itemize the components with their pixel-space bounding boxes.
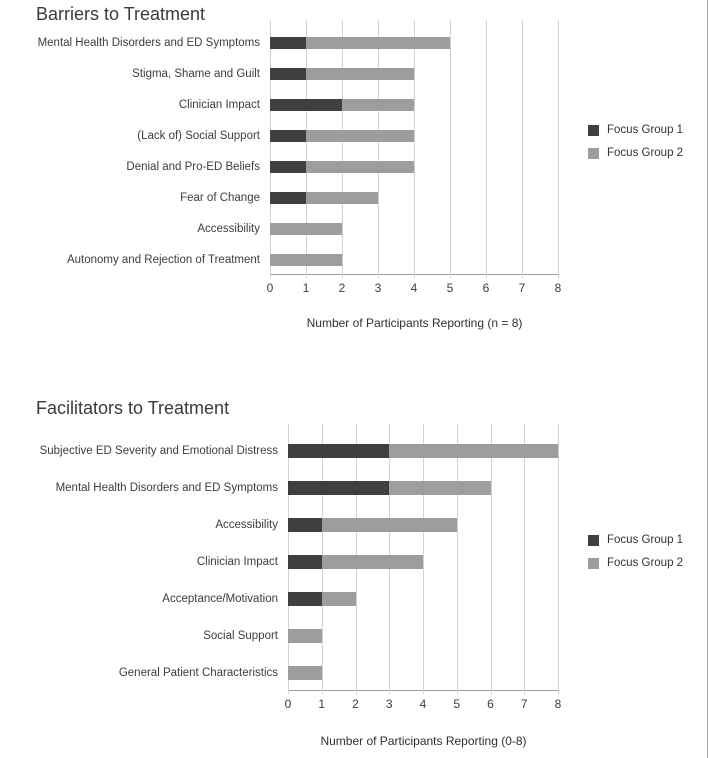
bar-row (0, 469, 708, 506)
bar-track (288, 592, 356, 606)
bar-segment-focus-group-1 (270, 37, 306, 49)
bar-segment-focus-group-2 (322, 555, 423, 569)
bar-row (0, 580, 708, 617)
x-tick-label: 4 (410, 281, 418, 295)
chart-title: Barriers to Treatment (36, 4, 206, 24)
bar-segment-focus-group-2 (322, 518, 457, 532)
x-tick-label: 8 (554, 697, 562, 711)
bar-segment-focus-group-1 (288, 518, 322, 532)
bar-segment-focus-group-1 (288, 592, 322, 606)
legend-label: Focus Group 1 (607, 534, 684, 546)
x-tick-label: 7 (518, 281, 526, 295)
x-tick-label: 6 (487, 697, 494, 711)
legend-label: Focus Group 2 (607, 557, 684, 569)
x-tick-label: 8 (554, 281, 562, 295)
x-tick-label: 1 (318, 697, 326, 711)
x-tick-label: 3 (374, 281, 382, 295)
bar-segment-focus-group-1 (270, 99, 342, 111)
bar-track (270, 99, 414, 111)
bar-track (270, 130, 414, 142)
category-label: Accessibility (215, 518, 278, 531)
bar-row (0, 654, 708, 691)
bar-track (270, 223, 342, 235)
bar-track (270, 37, 450, 49)
category-label: Acceptance/Motivation (162, 592, 278, 605)
category-label: Clinician Impact (178, 98, 260, 111)
category-label: Denial and Pro-ED Beliefs (126, 160, 260, 173)
x-tick-label: 1 (302, 281, 310, 295)
x-axis-title: Number of Participants Reporting (0-8) (320, 734, 527, 748)
x-tick-label: 5 (453, 697, 461, 711)
x-tick-label: 3 (385, 697, 393, 711)
bar-row (0, 182, 708, 213)
category-label: Social Support (203, 629, 278, 642)
bar-rows (0, 27, 708, 275)
bar-segment-focus-group-1 (288, 481, 389, 495)
category-label: Fear of Change (180, 191, 260, 204)
bar-track (270, 161, 414, 173)
x-tick-label: 2 (338, 281, 346, 295)
bar-row (0, 120, 708, 151)
bar-track (288, 444, 558, 458)
bar-segment-focus-group-2 (342, 99, 414, 111)
bar-row (0, 58, 708, 89)
bar-segment-focus-group-1 (270, 130, 306, 142)
x-axis-title: Number of Participants Reporting (n = 8) (306, 316, 523, 330)
bar-row (0, 244, 708, 275)
bar-segment-focus-group-2 (306, 192, 378, 204)
bar-row (0, 151, 708, 182)
category-label: (Lack of) Social Support (137, 129, 260, 142)
bar-segment-focus-group-1 (270, 192, 306, 204)
category-label: Mental Health Disorders and ED Symptoms (55, 481, 278, 494)
bar-row (0, 617, 708, 654)
category-label: Stigma, Shame and Guilt (132, 67, 260, 80)
bar-segment-focus-group-1 (288, 444, 389, 458)
bar-segment-focus-group-2 (389, 444, 558, 458)
x-tick-label: 6 (482, 281, 490, 295)
bar-row (0, 506, 708, 543)
bar-segment-focus-group-2 (306, 161, 414, 173)
category-label: Accessibility (197, 222, 260, 235)
x-tick-label: 2 (352, 697, 359, 711)
bar-track (288, 629, 322, 643)
bar-segment-focus-group-1 (270, 68, 306, 80)
bar-segment-focus-group-2 (306, 68, 414, 80)
bar-track (288, 555, 423, 569)
bar-segment-focus-group-2 (306, 130, 414, 142)
x-tick-label: 0 (266, 281, 274, 295)
bar-segment-focus-group-2 (270, 254, 342, 266)
bar-row (0, 27, 708, 58)
category-label: Mental Health Disorders and ED Symptoms (37, 36, 260, 49)
bar-segment-focus-group-2 (288, 629, 322, 643)
category-label: Clinician Impact (196, 555, 278, 568)
bar-row (0, 543, 708, 580)
bar-segment-focus-group-2 (389, 481, 490, 495)
bar-segment-focus-group-2 (270, 223, 342, 235)
bar-row (0, 213, 708, 244)
bar-segment-focus-group-1 (270, 161, 306, 173)
category-label: General Patient Characteristics (118, 666, 278, 679)
x-tick-label: 4 (419, 697, 427, 711)
bar-track (270, 254, 342, 266)
x-tick-label: 7 (520, 697, 528, 711)
bar-track (288, 666, 322, 680)
legend-label: Focus Group 1 (607, 124, 684, 136)
bar-track (288, 518, 457, 532)
bar-track (288, 481, 491, 495)
chart-title: Facilitators to Treatment (36, 398, 230, 418)
bar-rows (0, 432, 708, 691)
category-label: Autonomy and Rejection of Treatment (66, 253, 260, 266)
legend-label: Focus Group 2 (607, 147, 684, 159)
bar-track (270, 68, 414, 80)
x-axis-tick-labels (284, 697, 562, 711)
bar-segment-focus-group-2 (322, 592, 356, 606)
category-label: Subjective ED Severity and Emotional Distress (39, 444, 278, 457)
facilitators-to-treatment-chart (0, 388, 708, 758)
bar-row (0, 432, 708, 469)
bar-row (0, 89, 708, 120)
bar-segment-focus-group-2 (288, 666, 322, 680)
barriers-to-treatment-chart (0, 0, 708, 348)
bar-segment-focus-group-1 (288, 555, 322, 569)
bar-track (270, 192, 378, 204)
bar-segment-focus-group-2 (306, 37, 450, 49)
x-tick-label: 0 (284, 697, 292, 711)
x-axis-tick-labels (266, 281, 562, 295)
x-tick-label: 5 (446, 281, 454, 295)
